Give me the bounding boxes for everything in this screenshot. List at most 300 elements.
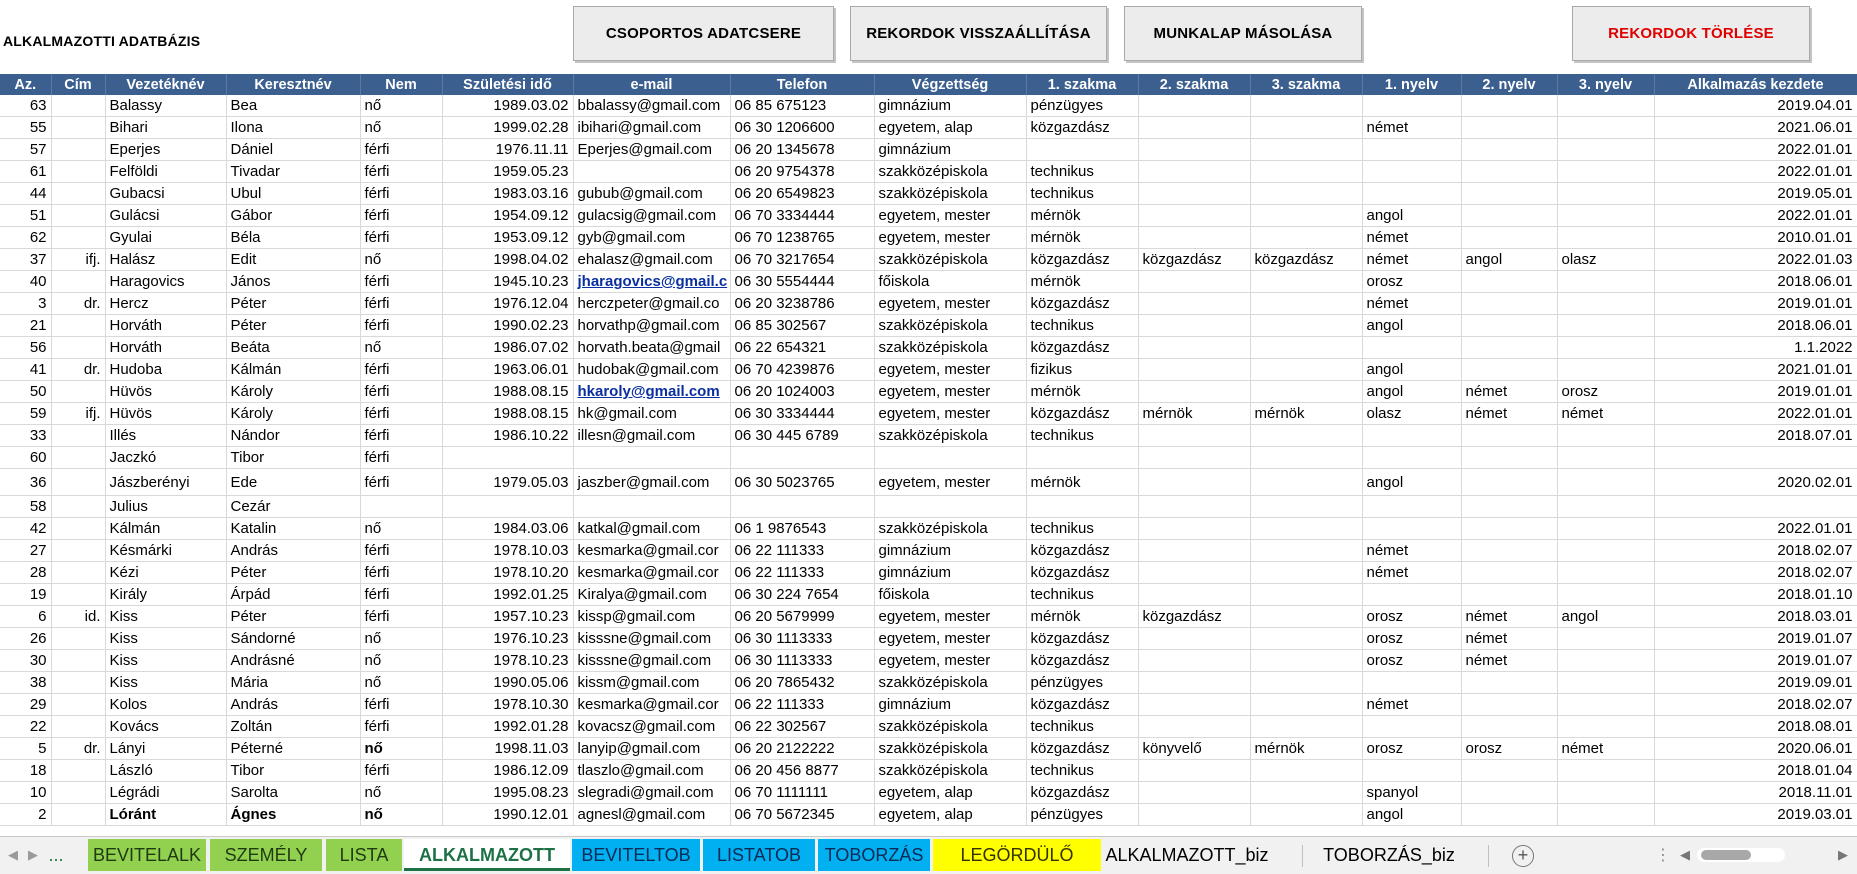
table-cell[interactable]: [1654, 496, 1857, 518]
table-cell[interactable]: [1461, 359, 1557, 381]
table-cell[interactable]: olasz: [1362, 403, 1461, 425]
table-cell[interactable]: kisssne@gmail.com: [573, 650, 730, 672]
table-cell[interactable]: [1138, 205, 1250, 227]
table-cell[interactable]: Lóránt: [105, 804, 226, 826]
table-cell[interactable]: [51, 469, 105, 496]
table-cell[interactable]: német: [1461, 403, 1557, 425]
table-cell[interactable]: [51, 183, 105, 205]
table-cell[interactable]: szakközépiskola: [874, 249, 1026, 271]
table-cell[interactable]: gyb@gmail.com: [573, 227, 730, 249]
table-cell[interactable]: Árpád: [226, 584, 360, 606]
table-cell[interactable]: angol: [1362, 205, 1461, 227]
column-header[interactable]: Születési idő: [442, 74, 573, 95]
table-cell[interactable]: férfi: [360, 381, 442, 403]
table-cell[interactable]: [1250, 425, 1362, 447]
table-cell[interactable]: férfi: [360, 293, 442, 315]
table-cell[interactable]: gubub@gmail.com: [573, 183, 730, 205]
table-cell[interactable]: 44: [0, 183, 51, 205]
table-cell[interactable]: [1557, 227, 1654, 249]
table-cell[interactable]: Péter: [226, 606, 360, 628]
table-cell[interactable]: mérnök: [1138, 403, 1250, 425]
table-cell[interactable]: 50: [0, 381, 51, 403]
table-cell[interactable]: [1250, 562, 1362, 584]
table-cell[interactable]: angol: [1362, 359, 1461, 381]
table-cell[interactable]: [573, 161, 730, 183]
table-cell[interactable]: 06 70 4239876: [730, 359, 874, 381]
chevron-right-icon[interactable]: ▶: [28, 847, 38, 862]
table-cell[interactable]: Beáta: [226, 337, 360, 359]
table-cell[interactable]: 1945.10.23: [442, 271, 573, 293]
table-cell[interactable]: [1250, 628, 1362, 650]
table-cell[interactable]: férfi: [360, 716, 442, 738]
table-cell[interactable]: 2021.06.01: [1654, 117, 1857, 139]
column-header[interactable]: Nem: [360, 74, 442, 95]
table-cell[interactable]: 06 70 3217654: [730, 249, 874, 271]
table-cell[interactable]: [1461, 672, 1557, 694]
table-cell[interactable]: egyetem, mester: [874, 227, 1026, 249]
table-cell[interactable]: hkaroly@gmail.com: [573, 381, 730, 403]
table-cell[interactable]: 2022.01.03: [1654, 249, 1857, 271]
table-cell[interactable]: [51, 381, 105, 403]
plus-circle-icon[interactable]: +: [1512, 845, 1534, 867]
table-cell[interactable]: [51, 227, 105, 249]
table-cell[interactable]: 2018.06.01: [1654, 315, 1857, 337]
table-cell[interactable]: 1986.12.09: [442, 760, 573, 782]
table-cell[interactable]: férfi: [360, 315, 442, 337]
table-cell[interactable]: [1250, 672, 1362, 694]
table-cell[interactable]: nő: [360, 672, 442, 694]
table-cell[interactable]: [1654, 447, 1857, 469]
table-cell[interactable]: [51, 496, 105, 518]
table-cell[interactable]: [1557, 205, 1654, 227]
table-cell[interactable]: pénzügyes: [1026, 95, 1138, 117]
table-cell[interactable]: [1138, 540, 1250, 562]
column-header[interactable]: Cím: [51, 74, 105, 95]
table-cell[interactable]: férfi: [360, 562, 442, 584]
table-cell[interactable]: [51, 672, 105, 694]
table-cell[interactable]: 1990.05.06: [442, 672, 573, 694]
table-cell[interactable]: [1138, 562, 1250, 584]
table-cell[interactable]: angol: [1362, 804, 1461, 826]
table-cell[interactable]: Felföldi: [105, 161, 226, 183]
column-header[interactable]: Végzettség: [874, 74, 1026, 95]
table-cell[interactable]: Haragovics: [105, 271, 226, 293]
table-cell[interactable]: 61: [0, 161, 51, 183]
sheet-tab[interactable]: SZEMÉLY: [210, 839, 322, 871]
table-cell[interactable]: Kiralya@gmail.com: [573, 584, 730, 606]
table-cell[interactable]: Illés: [105, 425, 226, 447]
table-cell[interactable]: [51, 694, 105, 716]
table-cell[interactable]: [1557, 95, 1654, 117]
table-cell[interactable]: Király: [105, 584, 226, 606]
table-cell[interactable]: kovacsz@gmail.com: [573, 716, 730, 738]
table-cell[interactable]: [1557, 183, 1654, 205]
table-cell[interactable]: [1362, 672, 1461, 694]
table-cell[interactable]: Hüvös: [105, 403, 226, 425]
sheet-tab[interactable]: ALKALMAZOTT_biz: [1104, 839, 1270, 871]
table-cell[interactable]: német: [1557, 738, 1654, 760]
table-cell[interactable]: [1557, 337, 1654, 359]
table-cell[interactable]: [1138, 271, 1250, 293]
table-cell[interactable]: [1557, 359, 1654, 381]
table-cell[interactable]: 26: [0, 628, 51, 650]
table-cell[interactable]: jaszber@gmail.com: [573, 469, 730, 496]
table-cell[interactable]: Zoltán: [226, 716, 360, 738]
table-cell[interactable]: 1.1.2022: [1654, 337, 1857, 359]
table-cell[interactable]: közgazdász: [1026, 293, 1138, 315]
table-cell[interactable]: [730, 447, 874, 469]
sheet-tab[interactable]: LISTATOB: [703, 839, 815, 871]
table-cell[interactable]: orosz: [1362, 738, 1461, 760]
table-cell[interactable]: angol: [1362, 381, 1461, 403]
table-cell[interactable]: [1250, 518, 1362, 540]
table-cell[interactable]: 06 70 3334444: [730, 205, 874, 227]
table-cell[interactable]: orosz: [1362, 650, 1461, 672]
table-cell[interactable]: férfi: [360, 447, 442, 469]
table-cell[interactable]: közgazdász: [1026, 540, 1138, 562]
table-cell[interactable]: szakközépiskola: [874, 161, 1026, 183]
table-cell[interactable]: Dániel: [226, 139, 360, 161]
table-cell[interactable]: [573, 447, 730, 469]
table-cell[interactable]: közgazdász: [1138, 606, 1250, 628]
table-cell[interactable]: [1461, 469, 1557, 496]
table-cell[interactable]: gimnázium: [874, 540, 1026, 562]
table-cell[interactable]: László: [105, 760, 226, 782]
table-cell[interactable]: [1362, 518, 1461, 540]
table-cell[interactable]: Horváth: [105, 337, 226, 359]
table-cell[interactable]: [1250, 315, 1362, 337]
table-cell[interactable]: 40: [0, 271, 51, 293]
column-header[interactable]: 3. nyelv: [1557, 74, 1654, 95]
table-cell[interactable]: [1138, 447, 1250, 469]
table-cell[interactable]: nő: [360, 782, 442, 804]
table-cell[interactable]: egyetem, mester: [874, 359, 1026, 381]
table-cell[interactable]: [1138, 782, 1250, 804]
table-cell[interactable]: 06 20 2122222: [730, 738, 874, 760]
table-cell[interactable]: egyetem, mester: [874, 650, 1026, 672]
table-cell[interactable]: dr.: [51, 738, 105, 760]
table-cell[interactable]: [1461, 584, 1557, 606]
table-cell[interactable]: [1138, 139, 1250, 161]
table-cell[interactable]: 1976.11.11: [442, 139, 573, 161]
table-cell[interactable]: egyetem, mester: [874, 293, 1026, 315]
table-cell[interactable]: [51, 628, 105, 650]
table-cell[interactable]: Kálmán: [226, 359, 360, 381]
table-cell[interactable]: 06 30 1206600: [730, 117, 874, 139]
table-cell[interactable]: mérnök: [1026, 205, 1138, 227]
table-cell[interactable]: angol: [1557, 606, 1654, 628]
table-cell[interactable]: férfi: [360, 205, 442, 227]
table-cell[interactable]: 36: [0, 469, 51, 496]
table-cell[interactable]: 1978.10.23: [442, 650, 573, 672]
table-cell[interactable]: pénzügyes: [1026, 804, 1138, 826]
table-cell[interactable]: 21: [0, 315, 51, 337]
table-cell[interactable]: mérnök: [1026, 381, 1138, 403]
table-cell[interactable]: 18: [0, 760, 51, 782]
table-cell[interactable]: [442, 447, 573, 469]
table-cell[interactable]: [1138, 183, 1250, 205]
table-cell[interactable]: [1557, 628, 1654, 650]
table-cell[interactable]: 42: [0, 518, 51, 540]
table-cell[interactable]: 06 30 3334444: [730, 403, 874, 425]
table-cell[interactable]: Gulácsi: [105, 205, 226, 227]
table-cell[interactable]: [1026, 447, 1138, 469]
table-cell[interactable]: Ágnes: [226, 804, 360, 826]
table-cell[interactable]: egyetem, alap: [874, 804, 1026, 826]
table-cell[interactable]: 2022.01.01: [1654, 205, 1857, 227]
table-cell[interactable]: szakközépiskola: [874, 337, 1026, 359]
table-cell[interactable]: [1461, 271, 1557, 293]
table-cell[interactable]: egyetem, alap: [874, 782, 1026, 804]
table-cell[interactable]: 06 1 9876543: [730, 518, 874, 540]
table-cell[interactable]: nő: [360, 337, 442, 359]
table-cell[interactable]: német: [1461, 650, 1557, 672]
column-header[interactable]: 2. nyelv: [1461, 74, 1557, 95]
table-cell[interactable]: Tivadar: [226, 161, 360, 183]
table-cell[interactable]: [1461, 183, 1557, 205]
table-cell[interactable]: [1461, 95, 1557, 117]
table-cell[interactable]: [51, 782, 105, 804]
table-cell[interactable]: 3: [0, 293, 51, 315]
table-cell[interactable]: férfi: [360, 359, 442, 381]
table-cell[interactable]: Hudoba: [105, 359, 226, 381]
table-cell[interactable]: 06 20 9754378: [730, 161, 874, 183]
table-cell[interactable]: [1557, 672, 1654, 694]
table-cell[interactable]: [1461, 447, 1557, 469]
column-header[interactable]: 1. szakma: [1026, 74, 1138, 95]
table-cell[interactable]: 06 22 654321: [730, 337, 874, 359]
table-cell[interactable]: [1362, 584, 1461, 606]
table-cell[interactable]: gulacsig@gmail.com: [573, 205, 730, 227]
table-cell[interactable]: 2018.03.01: [1654, 606, 1857, 628]
table-cell[interactable]: 2020.06.01: [1654, 738, 1857, 760]
table-cell[interactable]: Kiss: [105, 628, 226, 650]
table-cell[interactable]: 1988.08.15: [442, 403, 573, 425]
table-cell[interactable]: [1461, 315, 1557, 337]
table-cell[interactable]: egyetem, mester: [874, 628, 1026, 650]
table-cell[interactable]: német: [1461, 381, 1557, 403]
table-cell[interactable]: Ede: [226, 469, 360, 496]
table-cell[interactable]: Károly: [226, 381, 360, 403]
table-cell[interactable]: [1362, 496, 1461, 518]
table-cell[interactable]: 2019.03.01: [1654, 804, 1857, 826]
table-cell[interactable]: Sarolta: [226, 782, 360, 804]
table-cell[interactable]: [1250, 205, 1362, 227]
column-header[interactable]: Alkalmazás kezdete: [1654, 74, 1857, 95]
table-cell[interactable]: [1362, 716, 1461, 738]
table-cell[interactable]: férfi: [360, 606, 442, 628]
table-cell[interactable]: egyetem, alap: [874, 117, 1026, 139]
table-cell[interactable]: [1138, 716, 1250, 738]
table-cell[interactable]: szakközépiskola: [874, 315, 1026, 337]
table-cell[interactable]: 1954.09.12: [442, 205, 573, 227]
table-cell[interactable]: [1138, 161, 1250, 183]
table-cell[interactable]: 56: [0, 337, 51, 359]
table-cell[interactable]: dr.: [51, 359, 105, 381]
table-cell[interactable]: [1461, 205, 1557, 227]
table-cell[interactable]: [442, 496, 573, 518]
table-cell[interactable]: [51, 760, 105, 782]
table-cell[interactable]: [1250, 359, 1362, 381]
table-cell[interactable]: 59: [0, 403, 51, 425]
table-cell[interactable]: férfi: [360, 183, 442, 205]
table-cell[interactable]: [1557, 540, 1654, 562]
table-cell[interactable]: Kézi: [105, 562, 226, 584]
table-cell[interactable]: [1362, 425, 1461, 447]
table-cell[interactable]: 2022.01.01: [1654, 518, 1857, 540]
table-cell[interactable]: 1989.03.02: [442, 95, 573, 117]
table-cell[interactable]: ifj.: [51, 403, 105, 425]
table-cell[interactable]: illesn@gmail.com: [573, 425, 730, 447]
table-cell[interactable]: [1250, 469, 1362, 496]
table-cell[interactable]: 06 70 5672345: [730, 804, 874, 826]
table-cell[interactable]: [1250, 117, 1362, 139]
table-cell[interactable]: [1138, 760, 1250, 782]
table-cell[interactable]: [1557, 139, 1654, 161]
table-cell[interactable]: [360, 496, 442, 518]
more-options-icon[interactable]: ⋮: [1655, 847, 1671, 864]
table-cell[interactable]: technikus: [1026, 584, 1138, 606]
table-cell[interactable]: szakközépiskola: [874, 738, 1026, 760]
table-cell[interactable]: [1557, 694, 1654, 716]
table-cell[interactable]: János: [226, 271, 360, 293]
table-cell[interactable]: [1138, 381, 1250, 403]
table-cell[interactable]: Jászberényi: [105, 469, 226, 496]
table-cell[interactable]: hk@gmail.com: [573, 403, 730, 425]
table-cell[interactable]: szakközépiskola: [874, 672, 1026, 694]
table-cell[interactable]: Késmárki: [105, 540, 226, 562]
table-cell[interactable]: Ilona: [226, 117, 360, 139]
table-cell[interactable]: 1959.05.23: [442, 161, 573, 183]
table-cell[interactable]: 22: [0, 716, 51, 738]
table-cell[interactable]: kesmarka@gmail.cor: [573, 540, 730, 562]
table-cell[interactable]: 1976.10.23: [442, 628, 573, 650]
table-cell[interactable]: férfi: [360, 469, 442, 496]
table-cell[interactable]: [1557, 271, 1654, 293]
table-cell[interactable]: 06 20 6549823: [730, 183, 874, 205]
column-header[interactable]: 2. szakma: [1138, 74, 1250, 95]
table-cell[interactable]: egyetem, mester: [874, 469, 1026, 496]
table-cell[interactable]: [1138, 628, 1250, 650]
table-cell[interactable]: technikus: [1026, 161, 1138, 183]
table-cell[interactable]: 1984.03.06: [442, 518, 573, 540]
table-cell[interactable]: [1461, 760, 1557, 782]
column-header[interactable]: Vezetéknév: [105, 74, 226, 95]
table-cell[interactable]: [1250, 293, 1362, 315]
table-cell[interactable]: Gyulai: [105, 227, 226, 249]
table-cell[interactable]: 1990.12.01: [442, 804, 573, 826]
table-cell[interactable]: 06 70 1111111: [730, 782, 874, 804]
table-cell[interactable]: 51: [0, 205, 51, 227]
table-cell[interactable]: 06 85 302567: [730, 315, 874, 337]
table-cell[interactable]: [1557, 716, 1654, 738]
table-cell[interactable]: [1250, 760, 1362, 782]
table-cell[interactable]: 2019.01.07: [1654, 628, 1857, 650]
table-cell[interactable]: nő: [360, 117, 442, 139]
table-cell[interactable]: 55: [0, 117, 51, 139]
restore-records-button[interactable]: REKORDOK VISSZAÁLLÍTÁSA: [850, 6, 1107, 61]
table-cell[interactable]: [1138, 293, 1250, 315]
table-cell[interactable]: technikus: [1026, 760, 1138, 782]
table-cell[interactable]: [1461, 782, 1557, 804]
table-cell[interactable]: [1250, 447, 1362, 469]
table-cell[interactable]: [1461, 293, 1557, 315]
table-cell[interactable]: 60: [0, 447, 51, 469]
table-cell[interactable]: Kiss: [105, 606, 226, 628]
table-cell[interactable]: András: [226, 540, 360, 562]
table-cell[interactable]: [1557, 293, 1654, 315]
table-cell[interactable]: 2018.07.01: [1654, 425, 1857, 447]
table-cell[interactable]: 1978.10.20: [442, 562, 573, 584]
table-cell[interactable]: [1138, 672, 1250, 694]
table-cell[interactable]: [1362, 760, 1461, 782]
table-cell[interactable]: férfi: [360, 403, 442, 425]
table-cell[interactable]: Edit: [226, 249, 360, 271]
table-cell[interactable]: angol: [1362, 469, 1461, 496]
table-cell[interactable]: [1461, 227, 1557, 249]
table-cell[interactable]: [51, 425, 105, 447]
table-cell[interactable]: Sándorné: [226, 628, 360, 650]
table-cell[interactable]: [1461, 694, 1557, 716]
table-cell[interactable]: nő: [360, 804, 442, 826]
table-cell[interactable]: jharagovics@gmail.c: [573, 271, 730, 293]
table-cell[interactable]: mérnök: [1250, 403, 1362, 425]
table-cell[interactable]: szakközépiskola: [874, 425, 1026, 447]
table-cell[interactable]: 2: [0, 804, 51, 826]
table-cell[interactable]: [1250, 694, 1362, 716]
table-cell[interactable]: 2018.01.04: [1654, 760, 1857, 782]
table-cell[interactable]: Kálmán: [105, 518, 226, 540]
table-cell[interactable]: férfi: [360, 227, 442, 249]
table-cell[interactable]: szakközépiskola: [874, 760, 1026, 782]
table-cell[interactable]: kesmarka@gmail.cor: [573, 694, 730, 716]
table-cell[interactable]: kesmarka@gmail.cor: [573, 562, 730, 584]
table-cell[interactable]: ifj.: [51, 249, 105, 271]
table-cell[interactable]: [1557, 496, 1654, 518]
table-cell[interactable]: [51, 95, 105, 117]
table-cell[interactable]: 30: [0, 650, 51, 672]
table-cell[interactable]: [51, 562, 105, 584]
table-cell[interactable]: [51, 117, 105, 139]
table-cell[interactable]: [1461, 716, 1557, 738]
table-cell[interactable]: [51, 518, 105, 540]
table-cell[interactable]: német: [1461, 628, 1557, 650]
sheet-tab[interactable]: BEVITELTOB: [572, 839, 700, 871]
table-cell[interactable]: Halász: [105, 249, 226, 271]
table-cell[interactable]: kissm@gmail.com: [573, 672, 730, 694]
table-cell[interactable]: közgazdász: [1026, 117, 1138, 139]
table-cell[interactable]: 1992.01.25: [442, 584, 573, 606]
table-cell[interactable]: [1557, 760, 1654, 782]
table-cell[interactable]: 10: [0, 782, 51, 804]
table-cell[interactable]: 1986.10.22: [442, 425, 573, 447]
table-cell[interactable]: 62: [0, 227, 51, 249]
table-cell[interactable]: [1250, 716, 1362, 738]
table-cell[interactable]: 2018.06.01: [1654, 271, 1857, 293]
table-cell[interactable]: [1557, 584, 1654, 606]
table-cell[interactable]: [1250, 337, 1362, 359]
table-cell[interactable]: nő: [360, 95, 442, 117]
table-cell[interactable]: lanyip@gmail.com: [573, 738, 730, 760]
table-cell[interactable]: német: [1362, 540, 1461, 562]
table-cell[interactable]: Lányi: [105, 738, 226, 760]
table-cell[interactable]: gimnázium: [874, 694, 1026, 716]
table-cell[interactable]: orosz: [1557, 381, 1654, 403]
table-cell[interactable]: orosz: [1362, 628, 1461, 650]
table-cell[interactable]: 06 22 302567: [730, 716, 874, 738]
table-cell[interactable]: [1138, 359, 1250, 381]
table-cell[interactable]: ehalasz@gmail.com: [573, 249, 730, 271]
